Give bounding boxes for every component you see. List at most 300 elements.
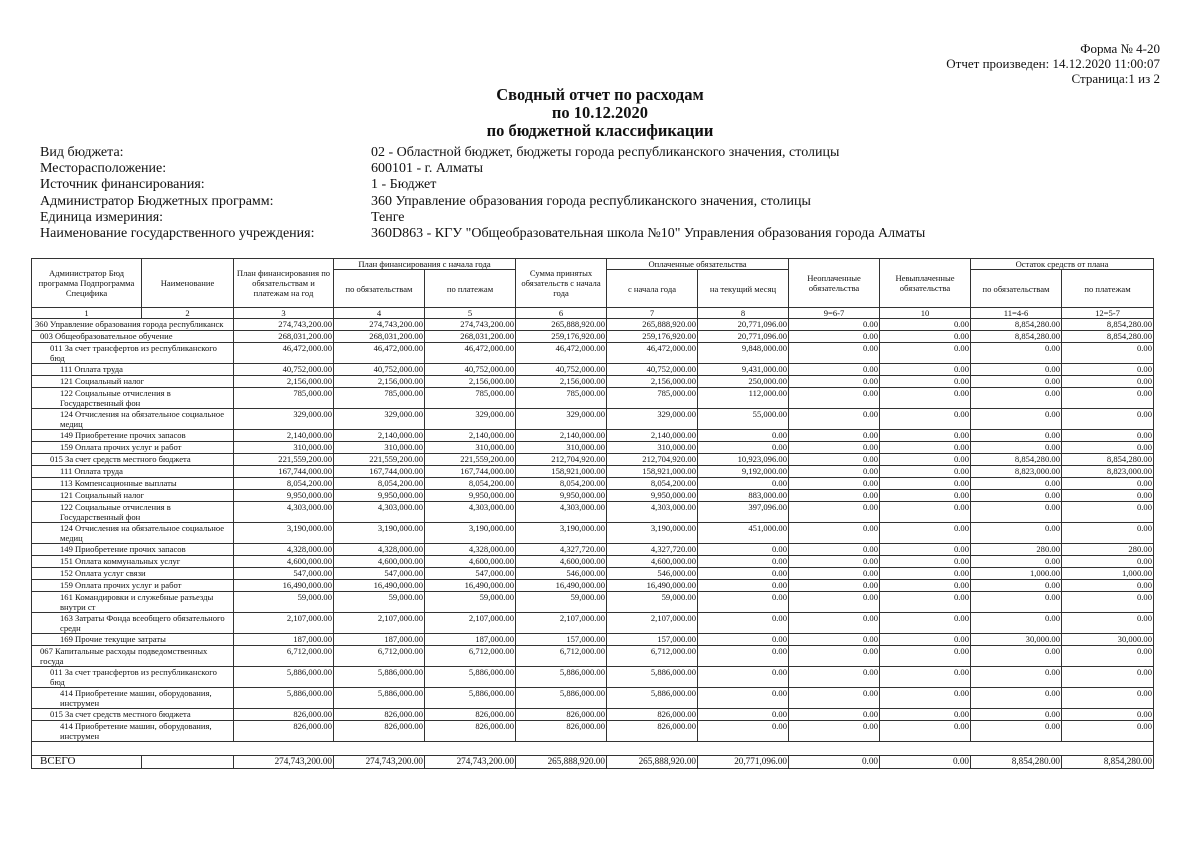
cell-col-8: 112,000.00: [698, 388, 789, 409]
col-header-unpaid-obligations: Неоплаченные обязательства: [789, 259, 880, 308]
cell-col-9: 0.00: [789, 580, 880, 592]
cell-col-11: 0.00: [971, 490, 1062, 502]
cell-col-8: 883,000.00: [698, 490, 789, 502]
cell-col-8: 0.00: [698, 721, 789, 742]
cell-col-10: 0.00: [880, 556, 971, 568]
cell-col-9: 0.00: [789, 544, 880, 556]
cell-col-10: 0.00: [880, 709, 971, 721]
table-row: [32, 409, 1154, 430]
cell-col-9: 0.00: [789, 721, 880, 742]
cell-col-7: 4,303,000.00: [607, 502, 698, 523]
cell-col-4: 9,950,000.00: [334, 490, 425, 502]
cell-col-9: 0.00: [789, 667, 880, 688]
cell-col-4: 310,000.00: [334, 442, 425, 454]
cell-col-4: 3,190,000.00: [334, 523, 425, 544]
row-classification-name: 149 Приобретение прочих запасов: [32, 430, 234, 442]
cell-col-3: 4,303,000.00: [234, 502, 334, 523]
cell-col-12: 8,854,280.00: [1062, 454, 1154, 466]
cell-col-6: 8,054,200.00: [516, 478, 607, 490]
cell-col-6: 329,000.00: [516, 409, 607, 430]
cell-col-11: 0.00: [971, 343, 1062, 364]
table-row: [32, 454, 1154, 466]
row-classification-name: 124 Отчисления на обязательное социальное медиц: [32, 409, 234, 430]
total-cell-col-5: 274,743,200.00: [425, 756, 516, 769]
row-classification-name: 015 За счет средств местного бюджета: [32, 454, 234, 466]
cell-col-11: 1,000.00: [971, 568, 1062, 580]
row-classification-name: 152 Оплата услуг связи: [32, 568, 234, 580]
cell-col-7: 16,490,000.00: [607, 580, 698, 592]
row-classification-name: 003 Общеобразовательное обучение: [32, 331, 234, 343]
cell-col-8: 0.00: [698, 478, 789, 490]
title-line-1: Сводный отчет по расходам: [496, 85, 704, 104]
cell-col-11: 8,854,280.00: [971, 454, 1062, 466]
cell-col-8: 55,000.00: [698, 409, 789, 430]
cell-col-11: 0.00: [971, 388, 1062, 409]
param-value: 360D863 - КГУ "Общеобразовательная школа №10" Управления образования города Алматы: [371, 226, 926, 242]
cell-col-6: 826,000.00: [516, 709, 607, 721]
cell-col-6: 59,000.00: [516, 592, 607, 613]
report-header-info: [946, 41, 1160, 86]
cell-col-12: 0.00: [1062, 646, 1154, 667]
cell-col-5: 40,752,000.00: [425, 364, 516, 376]
column-number: 4: [334, 308, 425, 319]
cell-col-5: 8,054,200.00: [425, 478, 516, 490]
cell-col-5: 59,000.00: [425, 592, 516, 613]
cell-col-6: 9,950,000.00: [516, 490, 607, 502]
cell-col-3: 6,712,000.00: [234, 646, 334, 667]
table-row: [32, 364, 1154, 376]
cell-col-4: 785,000.00: [334, 388, 425, 409]
cell-col-11: 0.00: [971, 478, 1062, 490]
cell-col-4: 221,559,200.00: [334, 454, 425, 466]
column-number: 3: [234, 308, 334, 319]
cell-col-8: 0.00: [698, 688, 789, 709]
cell-col-3: 274,743,200.00: [234, 319, 334, 331]
cell-col-12: 0.00: [1062, 502, 1154, 523]
cell-col-6: 2,140,000.00: [516, 430, 607, 442]
cell-col-4: 4,303,000.00: [334, 502, 425, 523]
cell-col-11: 0.00: [971, 709, 1062, 721]
cell-col-9: 0.00: [789, 388, 880, 409]
cell-col-4: 8,054,200.00: [334, 478, 425, 490]
row-classification-name: 121 Социальный налог: [32, 490, 234, 502]
row-classification-name: 360 Управление образования города республиканск: [32, 319, 234, 331]
cell-col-10: 0.00: [880, 646, 971, 667]
cell-col-12: 30,000.00: [1062, 634, 1154, 646]
cell-col-9: 0.00: [789, 442, 880, 454]
cell-col-7: 9,950,000.00: [607, 490, 698, 502]
table-row: [32, 544, 1154, 556]
cell-col-8: 10,923,096.00: [698, 454, 789, 466]
total-row: [32, 756, 1154, 769]
cell-col-3: 3,190,000.00: [234, 523, 334, 544]
cell-col-3: 167,744,000.00: [234, 466, 334, 478]
cell-col-5: 4,328,000.00: [425, 544, 516, 556]
col-header-annual-plan: План финансирования по обязательствам и платежам на год: [234, 259, 334, 308]
total-cell-col-8: 20,771,096.00: [698, 756, 789, 769]
cell-col-11: 0.00: [971, 667, 1062, 688]
cell-col-5: 826,000.00: [425, 709, 516, 721]
column-number: 2: [142, 308, 234, 319]
cell-col-5: 3,190,000.00: [425, 523, 516, 544]
table-row: [32, 568, 1154, 580]
cell-col-8: 250,000.00: [698, 376, 789, 388]
cell-col-6: 2,107,000.00: [516, 613, 607, 634]
row-classification-name: 067 Капитальные расходы подведомственных госуда: [32, 646, 234, 667]
row-classification-name: 011 За счет трансфертов из республиканского бюд: [32, 343, 234, 364]
cell-col-3: 329,000.00: [234, 409, 334, 430]
cell-col-3: 268,031,200.00: [234, 331, 334, 343]
table-row: [32, 634, 1154, 646]
cell-col-9: 0.00: [789, 430, 880, 442]
cell-col-8: 0.00: [698, 592, 789, 613]
cell-col-5: 167,744,000.00: [425, 466, 516, 478]
total-name-empty: [142, 756, 234, 769]
cell-col-10: 0.00: [880, 490, 971, 502]
cell-col-4: 5,886,000.00: [334, 688, 425, 709]
cell-col-3: 40,752,000.00: [234, 364, 334, 376]
cell-col-5: 2,140,000.00: [425, 430, 516, 442]
cell-col-12: 0.00: [1062, 409, 1154, 430]
total-cell-col-3: 274,743,200.00: [234, 756, 334, 769]
empty-cell: [607, 742, 698, 756]
table-row: [32, 592, 1154, 613]
col-header-undisbursed-obligations: Невыплаченные обязательства: [880, 259, 971, 308]
cell-col-11: 8,823,000.00: [971, 466, 1062, 478]
empty-cell: [698, 742, 789, 756]
cell-col-3: 5,886,000.00: [234, 688, 334, 709]
row-classification-name: 011 За счет трансфертов из республиканского бюд: [32, 667, 234, 688]
cell-col-5: 187,000.00: [425, 634, 516, 646]
cell-col-11: 0.00: [971, 409, 1062, 430]
cell-col-8: 0.00: [698, 667, 789, 688]
cell-col-10: 0.00: [880, 688, 971, 709]
cell-col-5: 274,743,200.00: [425, 319, 516, 331]
cell-col-7: 2,156,000.00: [607, 376, 698, 388]
cell-col-3: 826,000.00: [234, 709, 334, 721]
cell-col-12: 280.00: [1062, 544, 1154, 556]
cell-col-3: 826,000.00: [234, 721, 334, 742]
cell-col-7: 4,327,720.00: [607, 544, 698, 556]
col-header-plan-payments: по платежам: [425, 270, 516, 308]
cell-col-5: 9,950,000.00: [425, 490, 516, 502]
cell-col-3: 547,000.00: [234, 568, 334, 580]
cell-col-8: 0.00: [698, 556, 789, 568]
column-number: 9=6-7: [789, 308, 880, 319]
report-title: [0, 86, 1200, 140]
cell-col-11: 8,854,280.00: [971, 331, 1062, 343]
cell-col-10: 0.00: [880, 502, 971, 523]
cell-col-3: 187,000.00: [234, 634, 334, 646]
cell-col-4: 6,712,000.00: [334, 646, 425, 667]
cell-col-6: 4,600,000.00: [516, 556, 607, 568]
cell-col-4: 2,140,000.00: [334, 430, 425, 442]
col-header-name: Наименование: [142, 259, 234, 308]
cell-col-10: 0.00: [880, 364, 971, 376]
cell-col-8: 0.00: [698, 634, 789, 646]
cell-col-9: 0.00: [789, 490, 880, 502]
cell-col-11: 0.00: [971, 376, 1062, 388]
cell-col-12: 0.00: [1062, 478, 1154, 490]
column-number: 8: [698, 308, 789, 319]
table-row: [32, 490, 1154, 502]
table-row: [32, 502, 1154, 523]
cell-col-6: 46,472,000.00: [516, 343, 607, 364]
cell-col-9: 0.00: [789, 634, 880, 646]
row-classification-name: 122 Социальные отчисления в Государственный фон: [32, 388, 234, 409]
cell-col-6: 4,303,000.00: [516, 502, 607, 523]
cell-col-3: 16,490,000.00: [234, 580, 334, 592]
cell-col-12: 0.00: [1062, 343, 1154, 364]
cell-col-10: 0.00: [880, 478, 971, 490]
cell-col-11: 0.00: [971, 556, 1062, 568]
cell-col-9: 0.00: [789, 454, 880, 466]
cell-col-5: 268,031,200.00: [425, 331, 516, 343]
column-number: 10: [880, 308, 971, 319]
cell-col-3: 310,000.00: [234, 442, 334, 454]
cell-col-5: 2,107,000.00: [425, 613, 516, 634]
param-value: 360 Управление образования города республиканского значения, столицы: [371, 193, 811, 209]
cell-col-9: 0.00: [789, 466, 880, 478]
cell-col-4: 826,000.00: [334, 709, 425, 721]
cell-col-6: 40,752,000.00: [516, 364, 607, 376]
cell-col-6: 6,712,000.00: [516, 646, 607, 667]
table-header: [32, 259, 1154, 319]
cell-col-4: 274,743,200.00: [334, 319, 425, 331]
cell-col-7: 212,704,920.00: [607, 454, 698, 466]
row-classification-name: 169 Прочие текущие затраты: [32, 634, 234, 646]
cell-col-10: 0.00: [880, 592, 971, 613]
param-value: 600101 - г. Алматы: [371, 161, 484, 177]
cell-col-7: 259,176,920.00: [607, 331, 698, 343]
empty-cell: [142, 742, 234, 756]
cell-col-8: 9,192,000.00: [698, 466, 789, 478]
cell-col-12: 0.00: [1062, 490, 1154, 502]
cell-col-7: 40,752,000.00: [607, 364, 698, 376]
row-classification-name: 122 Социальные отчисления в Государственный фон: [32, 502, 234, 523]
cell-col-12: 8,854,280.00: [1062, 331, 1154, 343]
total-cell-col-9: 0.00: [789, 756, 880, 769]
empty-cell: [516, 742, 607, 756]
cell-col-10: 0.00: [880, 388, 971, 409]
cell-col-11: 8,854,280.00: [971, 319, 1062, 331]
cell-col-7: 157,000.00: [607, 634, 698, 646]
cell-col-5: 4,303,000.00: [425, 502, 516, 523]
cell-col-7: 826,000.00: [607, 709, 698, 721]
form-number: Форма № 4-20: [1080, 41, 1160, 56]
table-row: [32, 721, 1154, 742]
cell-col-7: 6,712,000.00: [607, 646, 698, 667]
cell-col-8: 0.00: [698, 568, 789, 580]
cell-col-10: 0.00: [880, 454, 971, 466]
cell-col-11: 0.00: [971, 613, 1062, 634]
table-row: [32, 667, 1154, 688]
cell-col-6: 265,888,920.00: [516, 319, 607, 331]
cell-col-6: 2,156,000.00: [516, 376, 607, 388]
cell-col-10: 0.00: [880, 466, 971, 478]
cell-col-7: 3,190,000.00: [607, 523, 698, 544]
cell-col-10: 0.00: [880, 667, 971, 688]
cell-col-3: 9,950,000.00: [234, 490, 334, 502]
row-classification-name: 124 Отчисления на обязательное социальное медиц: [32, 523, 234, 544]
total-cell-col-12: 8,854,280.00: [1062, 756, 1154, 769]
param-location: [40, 161, 925, 177]
cell-col-8: 451,000.00: [698, 523, 789, 544]
table-row: [32, 442, 1154, 454]
col-header-plan-obligations: по обязательствам: [334, 270, 425, 308]
cell-col-4: 268,031,200.00: [334, 331, 425, 343]
cell-col-3: 5,886,000.00: [234, 667, 334, 688]
cell-col-7: 310,000.00: [607, 442, 698, 454]
table-row: [32, 646, 1154, 667]
cell-col-9: 0.00: [789, 502, 880, 523]
cell-col-3: 2,156,000.00: [234, 376, 334, 388]
row-classification-name: 111 Оплата труда: [32, 466, 234, 478]
column-number: 1: [32, 308, 142, 319]
cell-col-8: 0.00: [698, 580, 789, 592]
cell-col-8: 20,771,096.00: [698, 331, 789, 343]
cell-col-8: 0.00: [698, 646, 789, 667]
cell-col-4: 2,107,000.00: [334, 613, 425, 634]
cell-col-6: 5,886,000.00: [516, 688, 607, 709]
cell-col-6: 5,886,000.00: [516, 667, 607, 688]
cell-col-8: 20,771,096.00: [698, 319, 789, 331]
column-number: 5: [425, 308, 516, 319]
cell-col-10: 0.00: [880, 376, 971, 388]
cell-col-5: 329,000.00: [425, 409, 516, 430]
cell-col-5: 5,886,000.00: [425, 667, 516, 688]
param-funding-source: [40, 177, 925, 193]
cell-col-4: 547,000.00: [334, 568, 425, 580]
param-label: Источник финансирования:: [40, 177, 205, 193]
cell-col-6: 310,000.00: [516, 442, 607, 454]
total-cell-col-10: 0.00: [880, 756, 971, 769]
cell-col-12: 0.00: [1062, 388, 1154, 409]
group-header-remaining: Остаток средств от плана: [971, 259, 1154, 270]
row-classification-name: 111 Оплата труда: [32, 364, 234, 376]
param-unit: [40, 210, 925, 226]
cell-col-12: 0.00: [1062, 709, 1154, 721]
cell-col-4: 5,886,000.00: [334, 667, 425, 688]
row-classification-name: 163 Затраты Фонда всеобщего обязательного средн: [32, 613, 234, 634]
table-row: [32, 580, 1154, 592]
empty-cell: [425, 742, 516, 756]
cell-col-3: 59,000.00: [234, 592, 334, 613]
cell-col-3: 46,472,000.00: [234, 343, 334, 364]
cell-col-8: 0.00: [698, 709, 789, 721]
cell-col-11: 0.00: [971, 580, 1062, 592]
cell-col-10: 0.00: [880, 331, 971, 343]
empty-cell: [789, 742, 880, 756]
cell-col-12: 0.00: [1062, 721, 1154, 742]
title-line-3: по бюджетной классификации: [486, 121, 714, 140]
cell-col-10: 0.00: [880, 544, 971, 556]
cell-col-3: 785,000.00: [234, 388, 334, 409]
spacer-row: [32, 742, 1154, 756]
cell-col-7: 785,000.00: [607, 388, 698, 409]
empty-cell: [1062, 742, 1154, 756]
cell-col-8: 9,848,000.00: [698, 343, 789, 364]
cell-col-11: 0.00: [971, 523, 1062, 544]
table-row: [32, 430, 1154, 442]
cell-col-7: 546,000.00: [607, 568, 698, 580]
param-label: Месторасположение:: [40, 161, 167, 177]
cell-col-11: 30,000.00: [971, 634, 1062, 646]
cell-col-12: 0.00: [1062, 442, 1154, 454]
param-label: Администратор Бюджетных программ:: [40, 193, 274, 209]
table-row: [32, 613, 1154, 634]
group-header-paid: Оплаченные обязательства: [607, 259, 789, 270]
row-classification-name: 113 Компенсационные выплаты: [32, 478, 234, 490]
cell-col-12: 8,823,000.00: [1062, 466, 1154, 478]
cell-col-5: 2,156,000.00: [425, 376, 516, 388]
cell-col-5: 5,886,000.00: [425, 688, 516, 709]
cell-col-10: 0.00: [880, 721, 971, 742]
cell-col-12: 0.00: [1062, 667, 1154, 688]
cell-col-5: 785,000.00: [425, 388, 516, 409]
param-administrator: [40, 194, 925, 210]
cell-col-3: 2,140,000.00: [234, 430, 334, 442]
cell-col-10: 0.00: [880, 319, 971, 331]
cell-col-5: 221,559,200.00: [425, 454, 516, 466]
param-value: 02 - Областной бюджет, бюджеты города республиканского значения, столицы: [371, 145, 840, 160]
col-header-paid-month: на текущий месяц: [698, 270, 789, 308]
cell-col-9: 0.00: [789, 478, 880, 490]
cell-col-6: 785,000.00: [516, 388, 607, 409]
cell-col-9: 0.00: [789, 592, 880, 613]
table-row: [32, 709, 1154, 721]
empty-cell: [880, 742, 971, 756]
cell-col-4: 40,752,000.00: [334, 364, 425, 376]
cell-col-11: 0.00: [971, 592, 1062, 613]
empty-cell: [32, 742, 142, 756]
expense-report-table: [31, 258, 1154, 769]
cell-col-10: 0.00: [880, 430, 971, 442]
cell-col-11: 0.00: [971, 646, 1062, 667]
cell-col-12: 8,854,280.00: [1062, 319, 1154, 331]
column-number: 6: [516, 308, 607, 319]
col-header-code: Администратор Бюд программа Подпрограмма Специфика: [32, 259, 142, 308]
cell-col-9: 0.00: [789, 409, 880, 430]
row-classification-name: 414 Приобретение машин, оборудования, инструмен: [32, 688, 234, 709]
group-header-plan-ytd: План финансирования с начала года: [334, 259, 516, 270]
cell-col-6: 259,176,920.00: [516, 331, 607, 343]
col-header-obligations-accepted: Сумма принятых обязательств с начала года: [516, 259, 607, 308]
cell-col-9: 0.00: [789, 709, 880, 721]
cell-col-7: 329,000.00: [607, 409, 698, 430]
cell-col-10: 0.00: [880, 568, 971, 580]
col-header-rest-payments: по платежам: [1062, 270, 1154, 308]
cell-col-5: 6,712,000.00: [425, 646, 516, 667]
cell-col-12: 0.00: [1062, 592, 1154, 613]
row-classification-name: 015 За счет средств местного бюджета: [32, 709, 234, 721]
cell-col-12: 0.00: [1062, 430, 1154, 442]
cell-col-11: 0.00: [971, 688, 1062, 709]
total-cell-col-7: 265,888,920.00: [607, 756, 698, 769]
cell-col-7: 46,472,000.00: [607, 343, 698, 364]
cell-col-8: 0.00: [698, 544, 789, 556]
empty-cell: [334, 742, 425, 756]
cell-col-9: 0.00: [789, 319, 880, 331]
cell-col-6: 826,000.00: [516, 721, 607, 742]
cell-col-7: 5,886,000.00: [607, 688, 698, 709]
cell-col-9: 0.00: [789, 568, 880, 580]
cell-col-4: 167,744,000.00: [334, 466, 425, 478]
param-budget-type: [40, 145, 925, 161]
cell-col-6: 3,190,000.00: [516, 523, 607, 544]
cell-col-11: 0.00: [971, 430, 1062, 442]
cell-col-11: 0.00: [971, 442, 1062, 454]
